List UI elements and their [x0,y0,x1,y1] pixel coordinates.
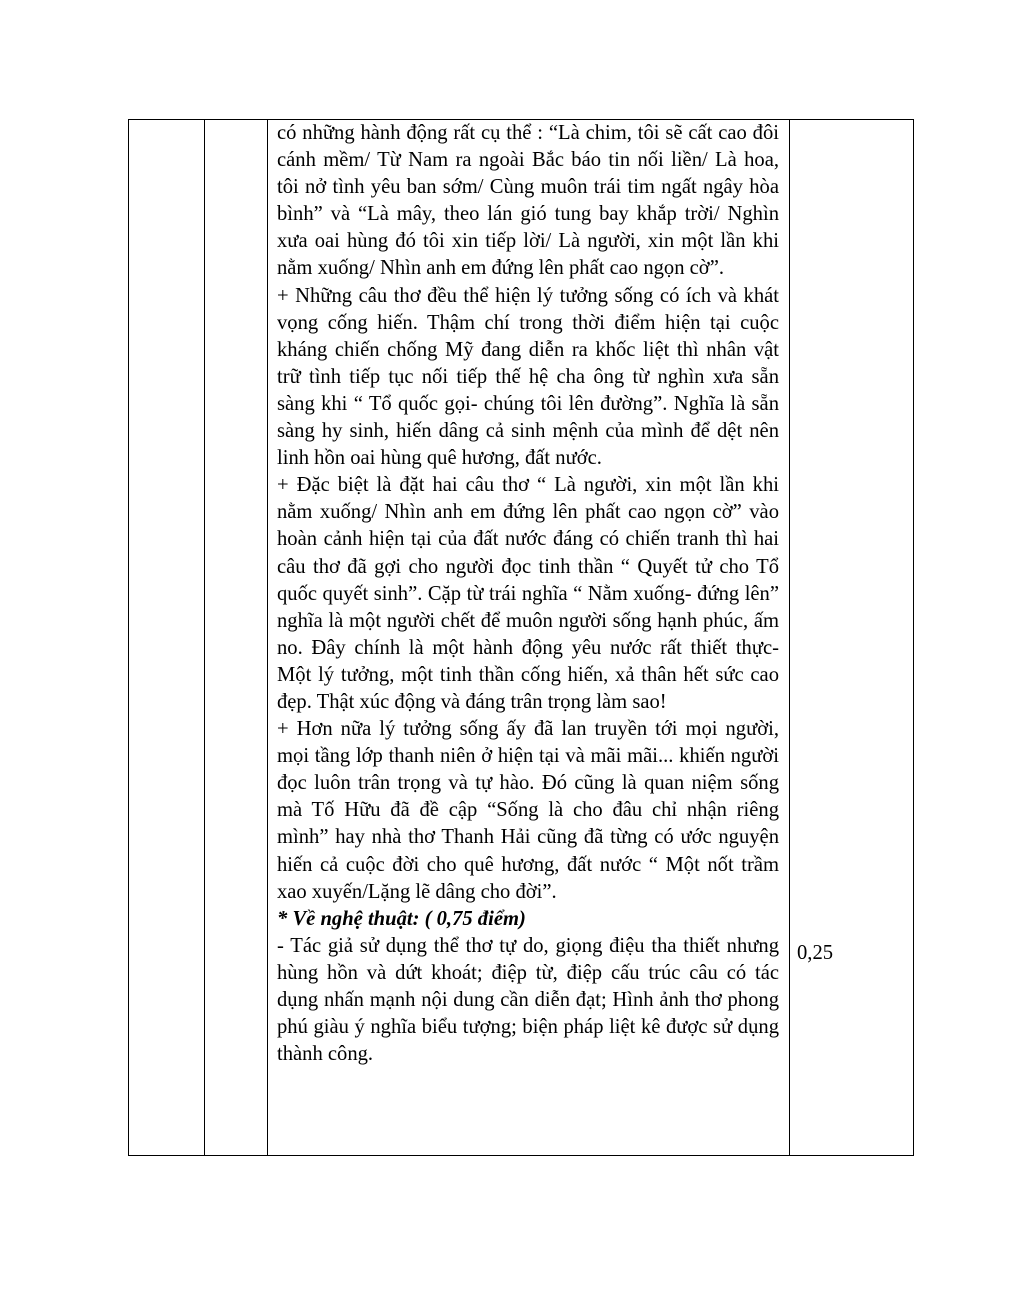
content-paragraph-1: có những hành động rất cụ thể : “Là chim, tôi sẽ cất cao đôi cánh mềm/ Từ Nam ra ngoài Bắc báo tin nối liền/ Là hoa, tôi nở tình yêu ban sớm/ Cùng muôn trái tim ngất ngây hòa bình” và “Là mây, theo lán gió tung bay khắp trời/ Nghìn xưa oai hùng đó tôi xin tiếp lời/ Là người, xin một lần khi nằm xuống/ Nhìn anh em đứng lên phất cao ngọn cờ”. [277,122,779,280]
art-paragraph: - Tác giả sử dụng thể thơ tự do, giọng điệu tha thiết nhưng hùng hồn và dứt khoát; điệp từ, điệp cấu trúc câu có tác dụng nhấn mạnh nội dung cần diễn đạt; Hình ảnh thơ phong phú giàu ý nghĩa biểu tượng; biện pháp liệt kê được sử dụng thành công. [277,934,779,1066]
score-cell [790,120,914,1156]
content-paragraph-3: + Đặc biệt là đặt hai câu thơ “ Là người, xin một lần khi nằm xuống/ Nhìn anh em đứng lên phất cao ngọn cờ” vào hoàn cảnh hiện tại của đất nước đáng có chiến tranh thì hai câu thơ đã gợi cho người đọc tinh thần “ Quyết tử cho Tổ quốc quyết sinh”. Cặp từ trái nghĩa “ Nằm xuống- đứng lên” nghĩa là một người chết để muôn người sống hạnh phúc, ấm no. Đây chính là một hành động yêu nước rất thiết thực- Một lý tưởng, một tinh thần cống hiến, xả thân hết sức cao đẹp. Thật xúc động và đáng trân trọng làm sao! [277,474,779,713]
score-value: 0,25 [797,942,834,964]
grading-table [128,119,914,1156]
empty-cell-2 [205,120,268,1156]
content-paragraph-2: + Những câu thơ đều thể hiện lý tưởng sống có ích và khát vọng cống hiến. Thậm chí trong thời điểm hiện tại cuộc kháng chiến chống Mỹ đang diễn ra khốc liệt thì nhân vật trữ tình tiếp tục nối tiếp thế hệ cha ông từ nghìn xưa sẵn sàng khi “ Tổ quốc gọi- chúng tôi lên đường”. Nghĩa là sẵn sàng hy sinh, hiến dâng cả sinh mệnh của mình để dệt nên linh hồn oai hùng quê hương, đất nước. [277,284,779,470]
content-paragraph-4: + Hơn nữa lý tưởng sống ấy đã lan truyền tới mọi người, mọi tầng lớp thanh niên ở hiện tại và mãi mãi... khiến người đọc luôn trân trọng và tự hào. Đó cũng là quan niệm sống mà Tố Hữu đã đề cập “Sống là cho đâu chỉ nhận riêng mình” hay nhà thơ Thanh Hải cũng đã từng có ước nguyện hiến cả cuộc đời cho quê hương, đất nước “ Một nốt trầm xao xuyến/Lặng lẽ dâng cho đời”. [277,718,779,903]
art-heading: * Về nghệ thuật: ( 0,75 điểm) [277,907,526,930]
empty-cell-1 [129,120,205,1156]
content-cell [268,120,790,1156]
table-row [129,120,914,1156]
